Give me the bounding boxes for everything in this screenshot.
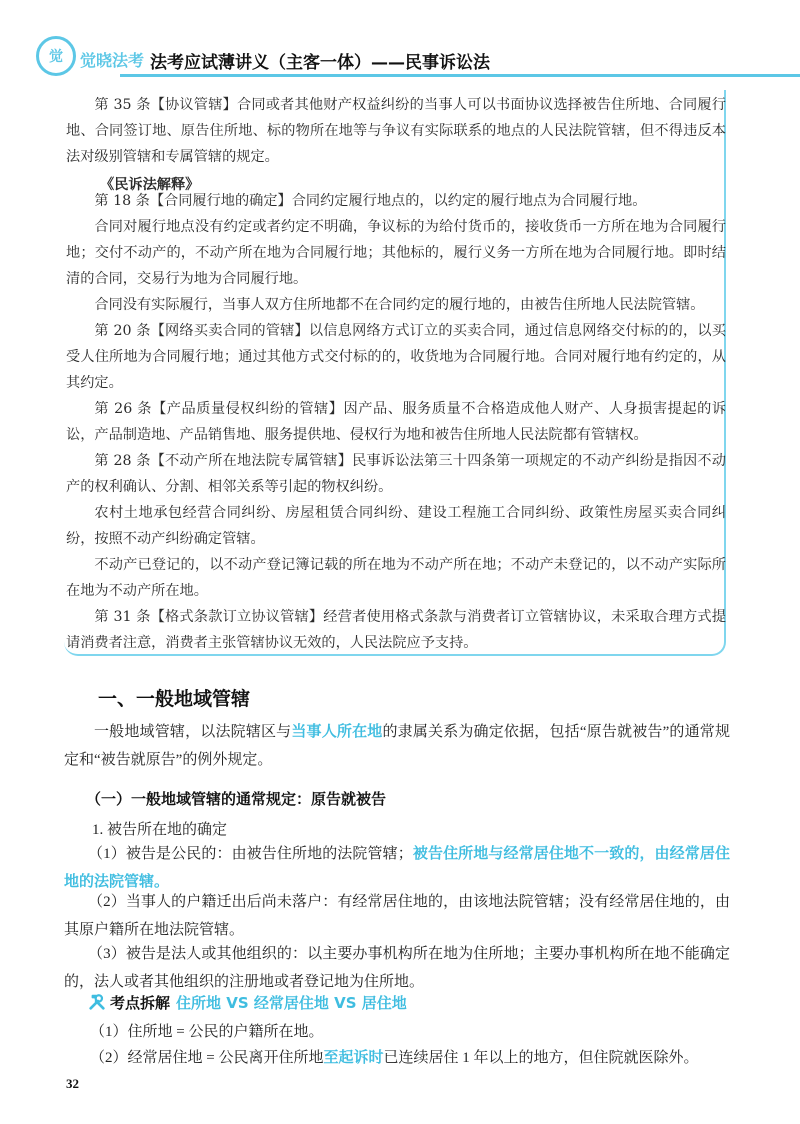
intro-text-a: 一般地域管辖，以法院辖区与 xyxy=(94,724,292,740)
law-article-26: 第 26 条【产品质量侵权纠纷的管辖】因产品、服务质量不合格造成他人财产、人身损害提起的诉讼，产品制造地、产品销售地、服务提供地、侵权行为地和被告住所地人民法院都有管辖权。 xyxy=(66,401,726,443)
section-intro xyxy=(64,718,730,774)
exam-point-topic: 住所地 VS 经常居住地 VS 居住地 xyxy=(176,994,407,1012)
intro-text-b: 的隶属关系为确定依据，包括“原告就被告”的通常规定和“被告就原告”的例外规定。 xyxy=(64,724,730,768)
law-article-28-para3: 不动产已登记的，以不动产登记簿记载的所在地为不动产所在地；不动产未登记的，以不动产实际所在地为不动产所在地。 xyxy=(66,557,726,599)
definition-2 xyxy=(90,1044,730,1072)
law-article-20: 第 20 条【网络买卖合同的管辖】以信息网络方式订立的买卖合同，通过信息网络交付标的的，以买受人住所地为合同履行地；通过其他方式交付标的的，收货地为合同履行地。合同对履行地有约定的，从其约定。 xyxy=(66,323,726,391)
tools-icon xyxy=(88,993,106,1011)
page-header xyxy=(0,0,800,80)
item-2: （2）当事人的户籍迁出后尚未落户：有经常居住地的，由该地法院管辖；没有经常居住地的，由其原户籍所在地法院管辖。 xyxy=(64,894,730,938)
brand-logo-mark: 觉 xyxy=(49,49,63,65)
definition-2-text-b: 已连续居住 1 年以上的地方，但住院就医除外。 xyxy=(383,1050,699,1066)
item-3: （3）被告是法人或其他组织的：以主要办事机构所在地为住所地；主要办事机构所在地不能确定的，法人或者其他组织的注册地或者登记地为住所地。 xyxy=(64,946,730,990)
header-title: 法考应试薄讲义（主客一体）——民事诉讼法 xyxy=(150,53,490,73)
definition-2-text-a: （2）经常居住地 = 公民离开住所地 xyxy=(90,1050,324,1066)
law-article-35: 第 35 条【协议管辖】合同或者其他财产权益纠纷的当事人可以书面协议选择被告住所地、合同履行地、合同签订地、原告住所地、标的物所在地等与争议有实际联系的地点的人民法院管辖，但不得违反本法对级别管辖和专属管辖的规定。 xyxy=(66,97,726,165)
law-article-18-para3: 合同没有实际履行，当事人双方住所地都不在合同约定的履行地的，由被告住所地人民法院管辖。 xyxy=(94,297,705,313)
exam-point-callout xyxy=(88,992,407,1013)
subsection-heading: （一）一般地域管辖的通常规定：原告就被告 xyxy=(86,790,387,808)
definition-2-highlight: 至起诉时 xyxy=(323,1050,384,1066)
item-1-text: （1）被告是公民的：由被告住所地的法院管辖； xyxy=(88,846,413,862)
section-heading: 一、一般地域管辖 xyxy=(98,688,251,710)
law-article-18-para2: 合同对履行地点没有约定或者约定不明确，争议标的为给付货币的，接收货币一方所在地为合同履行地；交付不动产的，不动产所在地为合同履行地；其他标的，履行义务一方所在地为合同履行地。即时结清的合同，交易行为地为合同履行地。 xyxy=(66,219,726,287)
law-article-18: 第 18 条【合同履行地的确定】合同约定履行地点的，以约定的履行地点为合同履行地。 xyxy=(94,193,647,209)
item-title: 1. 被告所在地的确定 xyxy=(92,822,228,838)
exam-point-label: 考点拆解 xyxy=(110,994,171,1012)
header-rule xyxy=(120,74,800,77)
page-number: 32 xyxy=(66,1076,79,1091)
item-1-highlight: 被告住所地与经常居住地不一致的，由经常居住地的法院管辖。 xyxy=(64,846,730,890)
law-article-31: 第 31 条【格式条款订立协议管辖】经营者使用格式条款与消费者订立管辖协议，未采取合理方式提请消费者注意，消费者主张管辖协议无效的，人民法院应予支持。 xyxy=(66,609,726,651)
brand-name: 觉晓法考 xyxy=(80,51,145,70)
law-article-28: 第 28 条【不动产所在地法院专属管辖】民事诉讼法第三十四条第一项规定的不动产纠纷是指因不动产的权利确认、分割、相邻关系等引起的物权纠纷。 xyxy=(66,453,726,495)
definition-1: （1）住所地 = 公民的户籍所在地。 xyxy=(90,1024,324,1040)
intro-highlight: 当事人所在地 xyxy=(291,724,383,740)
law-source-title: 《民诉法解释》 xyxy=(100,177,200,193)
law-article-28-para2: 农村土地承包经营合同纠纷、房屋租赁合同纠纷、建设工程施工合同纠纷、政策性房屋买卖合同纠纷，按照不动产纠纷确定管辖。 xyxy=(66,505,726,547)
brand-logo-icon xyxy=(36,36,76,76)
